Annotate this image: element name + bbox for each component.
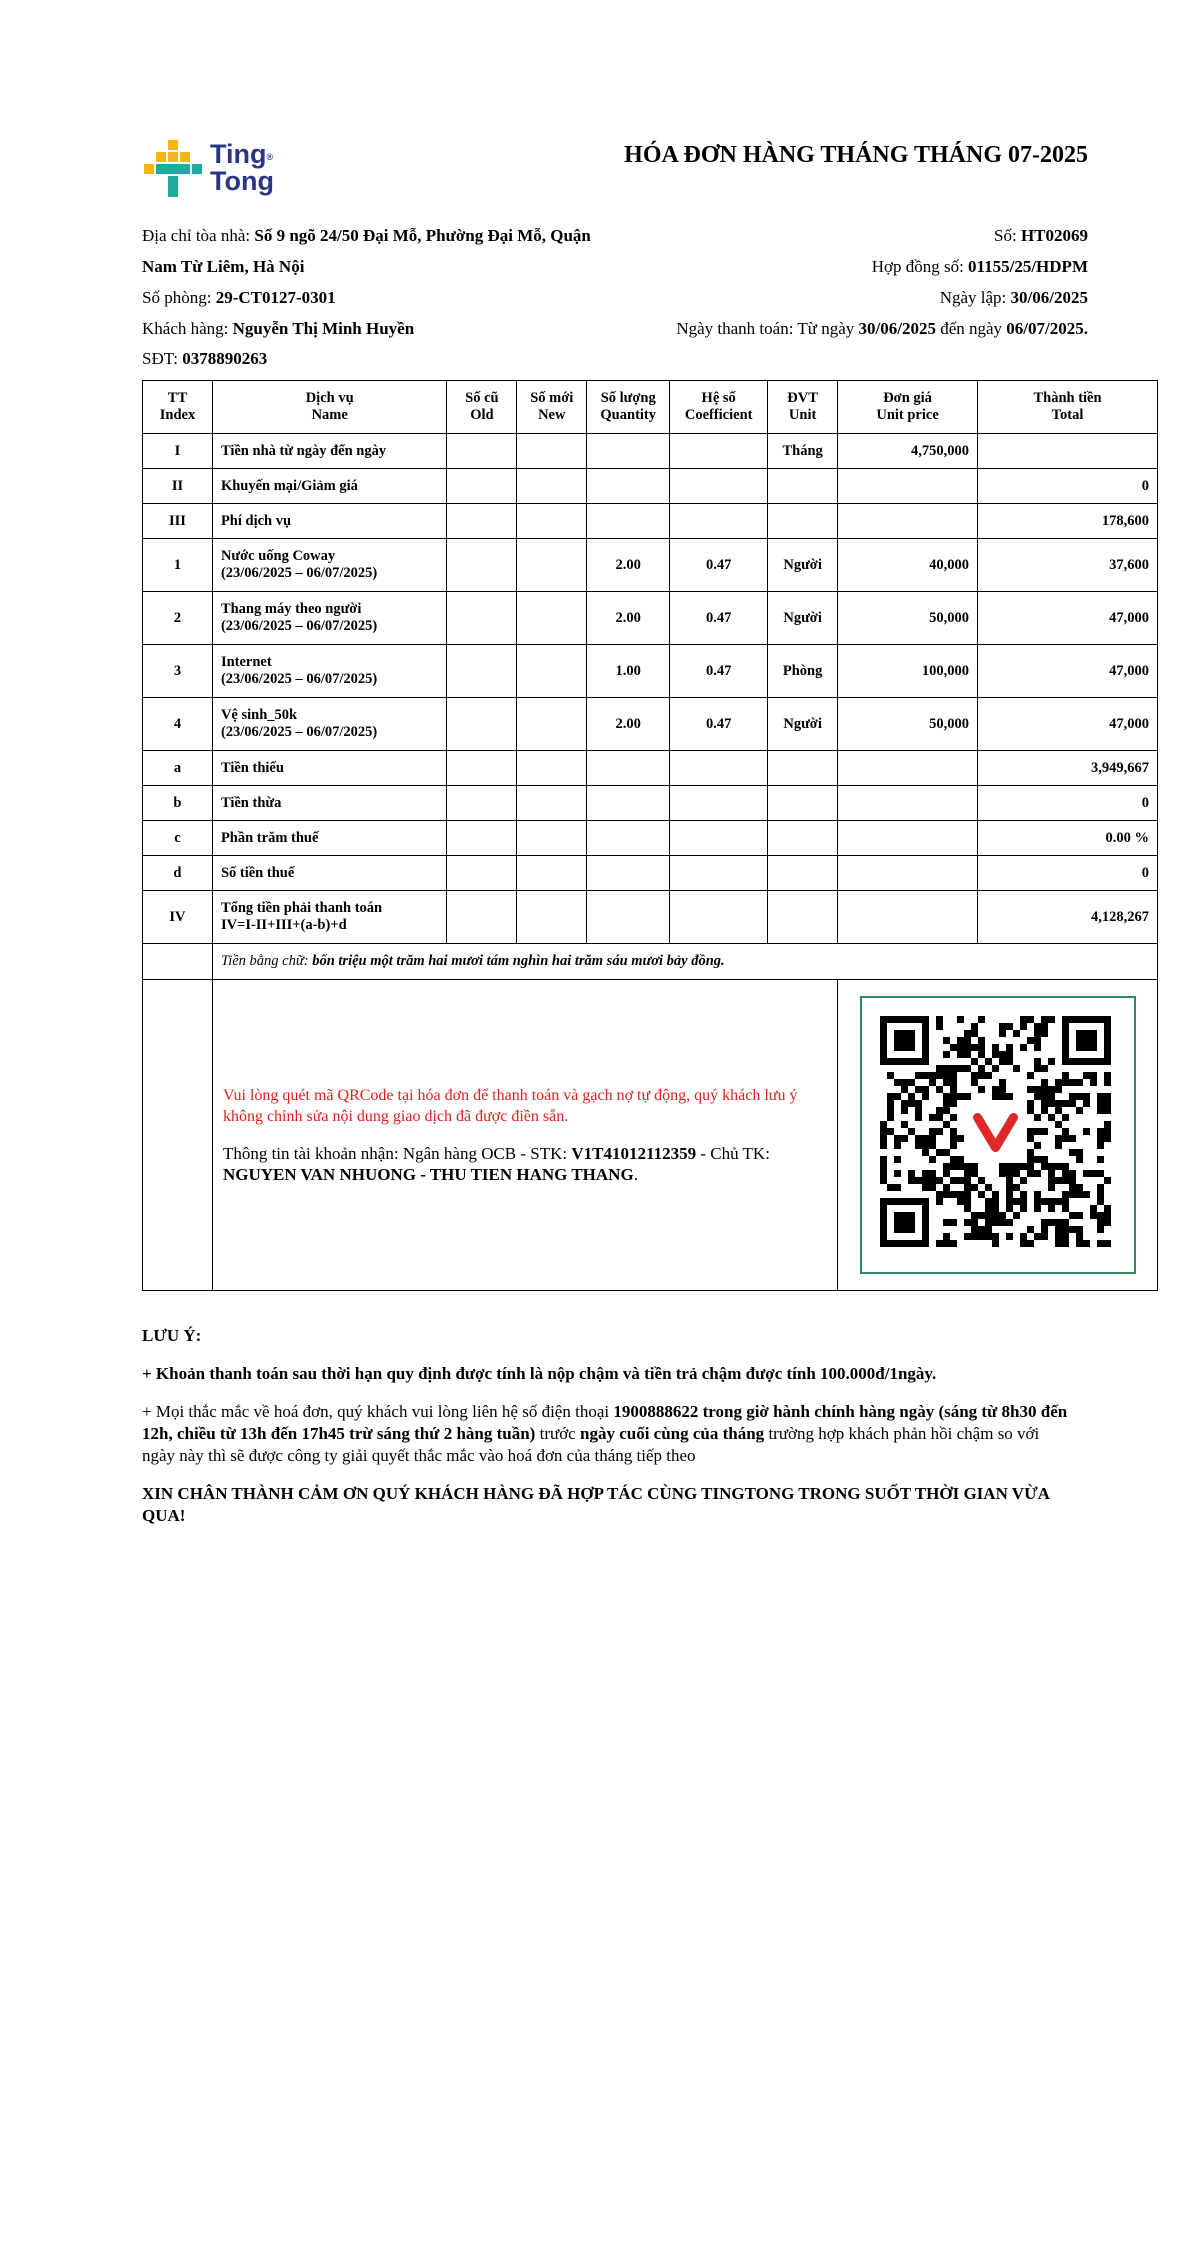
- row-old-reading: [447, 786, 517, 821]
- row-coefficient: [670, 856, 768, 891]
- col-header-index: TT Index: [143, 381, 213, 434]
- customer-value: Nguyễn Thị Minh Huyền: [232, 319, 415, 338]
- row-unit-price: 50,000: [838, 592, 978, 645]
- row-old-reading: [447, 891, 517, 944]
- col-header-total: Thành tiền Total: [978, 381, 1158, 434]
- customer-phone: [142, 349, 267, 369]
- service-name-line-1: Số tiền thuế: [220, 864, 295, 881]
- col-header-old: Số cũ Old: [447, 381, 517, 434]
- row-unit: [768, 821, 838, 856]
- service-name-line-1: Internet: [220, 654, 272, 670]
- table-row: [143, 821, 1158, 856]
- row-total: 37,600: [978, 539, 1158, 592]
- account-owner-label: - Chủ TK:: [696, 1144, 770, 1163]
- row-old-reading: [447, 504, 517, 539]
- notes-heading: LƯU Ý:: [142, 1326, 202, 1345]
- row-new-reading: [517, 645, 587, 698]
- service-name-line-2: (23/06/2025 – 06/07/2025): [220, 724, 378, 740]
- room-number: [142, 288, 336, 308]
- row-index: d: [143, 856, 213, 891]
- service-name-line-2: IV=I-II+III+(a-b)+d: [220, 917, 347, 933]
- service-name-line-1: Tiền nhà từ ngày đến ngày: [220, 442, 387, 459]
- row-quantity: 1.00: [587, 645, 670, 698]
- payment-period: [676, 319, 1088, 339]
- service-name-line-1: Thang máy theo người: [220, 601, 362, 617]
- service-name-line-1: Vệ sinh_50k: [220, 707, 298, 723]
- col-header-unit: ĐVT Unit: [768, 381, 838, 434]
- row-quantity: [587, 751, 670, 786]
- row-total: 47,000: [978, 698, 1158, 751]
- row-index: 2: [143, 592, 213, 645]
- col-header-new: Số mới New: [517, 381, 587, 434]
- row-quantity: 2.00: [587, 698, 670, 751]
- row-old-reading: [447, 645, 517, 698]
- row-unit-price: [838, 786, 978, 821]
- building-address: [142, 226, 591, 246]
- table-row: [143, 891, 1158, 944]
- table-row: [143, 504, 1158, 539]
- row-coefficient: [670, 469, 768, 504]
- date-value: 30/06/2025: [1010, 288, 1088, 307]
- row-index: 4: [143, 698, 213, 751]
- payment-to: 06/07/2025.: [1006, 319, 1088, 338]
- col-header-name: Dịch vụ Name: [212, 381, 447, 434]
- row-old-reading: [447, 469, 517, 504]
- row-index: III: [143, 504, 213, 539]
- row-new-reading: [517, 434, 587, 469]
- row-coefficient: [670, 891, 768, 944]
- service-name-line-1: Khuyến mại/Giảm giá: [220, 477, 358, 494]
- table-row: [143, 539, 1158, 592]
- contract-label: Hợp đồng số:: [871, 257, 969, 276]
- company-logo: [142, 139, 342, 201]
- row-total: 3,949,667: [978, 751, 1158, 786]
- service-name-line-2: (23/06/2025 – 06/07/2025): [220, 618, 378, 634]
- row-old-reading: [447, 698, 517, 751]
- row-unit: [768, 751, 838, 786]
- row-quantity: [587, 434, 670, 469]
- row-unit: Tháng: [768, 434, 838, 469]
- row-service-name: [212, 645, 447, 698]
- row-coefficient: [670, 751, 768, 786]
- issue-date: [940, 288, 1088, 308]
- row-unit: [768, 891, 838, 944]
- table-row: [143, 751, 1158, 786]
- date-label: Ngày lập:: [939, 288, 1011, 307]
- logo-mark-icon: [142, 139, 204, 201]
- contract-number: [872, 257, 1088, 277]
- customer-label: Khách hàng:: [142, 319, 233, 338]
- notes-section: [142, 1325, 1072, 1543]
- row-new-reading: [517, 751, 587, 786]
- row-total: 0.00 %: [978, 821, 1158, 856]
- row-old-reading: [447, 539, 517, 592]
- row-coefficient: [670, 786, 768, 821]
- row-coefficient: [670, 504, 768, 539]
- row-index: 1: [143, 539, 213, 592]
- row-service-name: [212, 786, 447, 821]
- row-unit: Phòng: [768, 645, 838, 698]
- col-header-quantity: Số lượng Quantity: [587, 381, 670, 434]
- row-service-name: [212, 891, 447, 944]
- row-new-reading: [517, 891, 587, 944]
- row-new-reading: [517, 469, 587, 504]
- row-quantity: [587, 469, 670, 504]
- account-number: V1T41012112359: [571, 1144, 697, 1163]
- row-index: II: [143, 469, 213, 504]
- invoice-title: HÓA ĐƠN HÀNG THÁNG THÁNG 07-2025: [624, 142, 1088, 168]
- row-old-reading: [447, 856, 517, 891]
- invoice-number: [994, 226, 1088, 246]
- row-quantity: 2.00: [587, 539, 670, 592]
- row-service-name: [212, 698, 447, 751]
- row-unit-price: 4,750,000: [838, 434, 978, 469]
- address-value-line-1: Số 9 ngõ 24/50 Đại Mỗ, Phường Đại Mỗ, Quận: [254, 226, 591, 245]
- service-name-line-1: Nước uống Coway: [220, 548, 336, 564]
- account-owner: NGUYEN VAN NHUONG - THU TIEN HANG THANG: [222, 1165, 634, 1184]
- row-unit: Người: [768, 539, 838, 592]
- row-new-reading: [517, 821, 587, 856]
- row-total: 0: [978, 469, 1158, 504]
- row-unit-price: [838, 821, 978, 856]
- row-old-reading: [447, 434, 517, 469]
- table-row: [143, 786, 1158, 821]
- row-old-reading: [447, 821, 517, 856]
- row-unit: Người: [768, 698, 838, 751]
- row-coefficient: 0.47: [670, 698, 768, 751]
- row-new-reading: [517, 504, 587, 539]
- payment-qr-row: [143, 980, 1158, 1291]
- table-row: [143, 645, 1158, 698]
- row-service-name: [212, 592, 447, 645]
- account-prefix: Thông tin tài khoản nhận: Ngân hàng OCB - STK:: [222, 1144, 572, 1163]
- row-index: 3: [143, 645, 213, 698]
- row-unit-price: 50,000: [838, 698, 978, 751]
- words-label: Tiền bằng chữ:: [220, 953, 313, 969]
- row-coefficient: 0.47: [670, 539, 768, 592]
- thank-you-note: XIN CHÂN THÀNH CẢM ƠN QUÝ KHÁCH HÀNG ĐÃ HỢP TÁC CÙNG TINGTONG TRONG SUỐT THỜI GIAN VỪA QUA!: [142, 1484, 1049, 1525]
- row-quantity: [587, 504, 670, 539]
- row-total: [978, 434, 1158, 469]
- row-total: 47,000: [978, 592, 1158, 645]
- row-total: 178,600: [978, 504, 1158, 539]
- room-value: 29-CT0127-0301: [215, 288, 336, 307]
- row-index: a: [143, 751, 213, 786]
- row-index: I: [143, 434, 213, 469]
- contract-value: 01155/25/HDPM: [968, 257, 1088, 276]
- payment-qr-code[interactable]: [860, 996, 1136, 1274]
- phone-label: SĐT:: [142, 349, 183, 368]
- payment-mid: đến ngày: [935, 319, 1007, 338]
- row-unit: [768, 504, 838, 539]
- row-index: c: [143, 821, 213, 856]
- row-quantity: [587, 856, 670, 891]
- row-service-name: [212, 856, 447, 891]
- row-quantity: [587, 891, 670, 944]
- room-label: Số phòng:: [142, 288, 216, 307]
- service-name-line-2: (23/06/2025 – 06/07/2025): [220, 671, 378, 687]
- service-name-line-1: Tiền thừa: [220, 794, 282, 811]
- row-unit: [768, 786, 838, 821]
- row-new-reading: [517, 786, 587, 821]
- service-name-line-1: Phần trăm thuế: [220, 829, 319, 846]
- payment-label: Ngày thanh toán: Từ ngày: [676, 319, 859, 338]
- table-row: [143, 469, 1158, 504]
- number-label: Số:: [994, 226, 1021, 245]
- row-coefficient: [670, 821, 768, 856]
- qr-code-icon: [862, 998, 1134, 1272]
- service-name-line-1: Phí dịch vụ: [220, 512, 292, 529]
- col-header-coefficient: Hệ số Coefficient: [670, 381, 768, 434]
- row-unit-price: 100,000: [838, 645, 978, 698]
- row-unit-price: [838, 891, 978, 944]
- row-index: IV: [143, 891, 213, 944]
- row-coefficient: 0.47: [670, 645, 768, 698]
- row-old-reading: [447, 751, 517, 786]
- row-unit-price: [838, 751, 978, 786]
- late-payment-note: + Khoản thanh toán sau thời hạn quy định được tính là nộp chậm và tiền trả chậm được tính 100.000đ/1ngày.: [142, 1364, 937, 1383]
- row-total: 0: [978, 856, 1158, 891]
- row-service-name: [212, 751, 447, 786]
- row-quantity: 2.00: [587, 592, 670, 645]
- row-unit-price: [838, 504, 978, 539]
- invoice-table: [142, 380, 1158, 1291]
- payment-from: 30/06/2025: [858, 319, 936, 338]
- table-row: [143, 592, 1158, 645]
- row-service-name: [212, 434, 447, 469]
- amount-in-words-row: [143, 944, 1158, 980]
- customer-name: [142, 319, 414, 339]
- row-new-reading: [517, 539, 587, 592]
- account-end: .: [633, 1165, 638, 1184]
- table-row: [143, 698, 1158, 751]
- row-new-reading: [517, 592, 587, 645]
- row-unit: [768, 469, 838, 504]
- row-total: 0: [978, 786, 1158, 821]
- row-quantity: [587, 821, 670, 856]
- logo-line-1: Ting: [210, 139, 267, 169]
- row-coefficient: [670, 434, 768, 469]
- bank-account-info: [223, 1143, 827, 1185]
- row-unit: [768, 856, 838, 891]
- words-value: bốn triệu một trăm hai mươi tám nghìn hai trăm sáu mươi bảy đồng.: [312, 953, 725, 969]
- address-label: Địa chỉ tòa nhà:: [142, 226, 255, 245]
- logo-registered-mark: ®: [266, 152, 274, 162]
- service-name-line-1: Tiền thiếu: [220, 759, 284, 776]
- table-row: [143, 434, 1158, 469]
- qr-instruction: Vui lòng quét mã QRCode tại hóa đơn để thanh toán và gạch nợ tự động, quý khách lưu ý không chỉnh sửa nội dung giao dịch đã được điền sẵn.: [222, 1087, 798, 1125]
- row-index: b: [143, 786, 213, 821]
- row-total: 4,128,267: [978, 891, 1158, 944]
- service-name-line-1: Tổng tiền phải thanh toán: [220, 900, 383, 916]
- contact-note: + Mọi thắc mắc về hoá đơn, quý khách vui lòng liên hệ số điện thoại 1900888622 trong giờ hành chính hàng ngày (sáng từ 8h30 đến 12h, chiều từ 13h đến 17h45 trừ sáng thứ 2 hàng tuần) trước ngày cuối cùng của tháng trường hợp khách phản hồi chậm so với ngày này thì sẽ được công ty giải quyết thắc mắc vào hoá đơn của tháng tiếp theo: [142, 1402, 1068, 1465]
- phone-value: 0378890263: [182, 349, 268, 368]
- row-unit: Người: [768, 592, 838, 645]
- table-header-row: [143, 381, 1158, 434]
- row-unit-price: 40,000: [838, 539, 978, 592]
- row-service-name: [212, 821, 447, 856]
- row-coefficient: 0.47: [670, 592, 768, 645]
- number-value: HT02069: [1020, 226, 1088, 245]
- building-address-continued: [142, 257, 304, 277]
- row-unit-price: [838, 469, 978, 504]
- row-unit-price: [838, 856, 978, 891]
- row-new-reading: [517, 856, 587, 891]
- row-total: 47,000: [978, 645, 1158, 698]
- table-row: [143, 856, 1158, 891]
- col-header-unit-price: Đơn giá Unit price: [838, 381, 978, 434]
- row-service-name: [212, 504, 447, 539]
- row-quantity: [587, 786, 670, 821]
- logo-line-2: Tong: [210, 166, 274, 196]
- row-service-name: [212, 469, 447, 504]
- row-new-reading: [517, 698, 587, 751]
- service-name-line-2: (23/06/2025 – 06/07/2025): [220, 565, 378, 581]
- row-service-name: [212, 539, 447, 592]
- row-old-reading: [447, 592, 517, 645]
- address-value-line-2: Nam Từ Liêm, Hà Nội: [142, 257, 305, 276]
